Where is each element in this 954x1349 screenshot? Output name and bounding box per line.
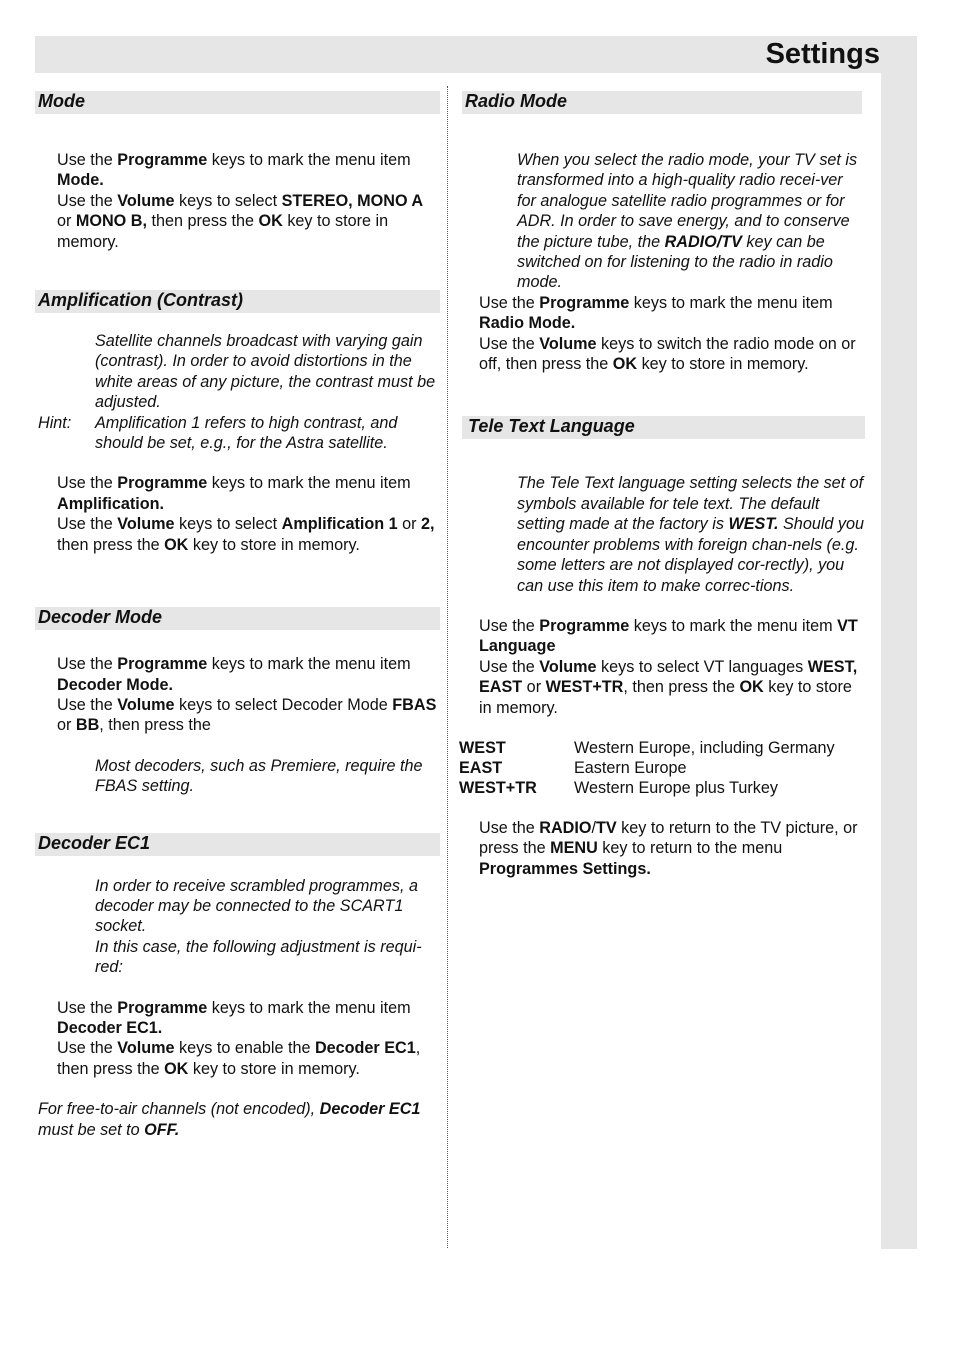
section-heading-mode: Mode <box>35 91 440 114</box>
amplification-instruction-store: Use the Volume keys to select Amplification 1 or 2, then press the OK key to store in memory. <box>57 515 435 554</box>
decoder-ec1-instruction-store: Use the Volume keys to enable the Decoder EC1, then press the OK key to store in memory. <box>57 1039 421 1078</box>
radio-mode-info: When you select the radio mode, your TV set is transformed into a high-quality radio recei-ver for analogue satellite radio programmes or for ADR. In order to save energy, and to conserve the picture tube, the RADIO/TV key can be switched on for listening to the radio in radio mode. <box>517 151 858 292</box>
decoder-mode-note: Most decoders, such as Premiere, require the FBAS setting. <box>95 756 423 796</box>
tele-text-instruction-select: Use the Programme keys to mark the menu item VT Language <box>479 616 858 656</box>
table-row: WEST+TR Western Europe plus Turkey <box>459 778 778 797</box>
radio-mode-instruction-select: Use the Programme keys to mark the menu item Radio Mode. <box>479 293 833 333</box>
vt-language-table <box>459 738 835 798</box>
table-row: EAST Eastern Europe <box>459 758 687 777</box>
left-column <box>35 91 440 1140</box>
decoder-ec1-instruction-select: Use the Programme keys to mark the menu item Decoder EC1. <box>57 998 411 1037</box>
tele-text-instruction-store: Use the Volume keys to select VT languages WEST, EAST or WEST+TR, then press the OK key to store in memory. <box>479 657 858 717</box>
right-column <box>459 91 864 879</box>
amplification-hint: Hint: Amplification 1 refers to high contrast, and should be set, e.g., for the Astra satellite. <box>38 413 398 453</box>
section-heading-amplification: Amplification (Contrast) <box>35 290 440 313</box>
decoder-ec1-footer-note: For free-to-air channels (not encoded), Decoder EC1 must be set to OFF. <box>38 1100 421 1139</box>
section-heading-tele-text-language: Tele Text Language <box>462 416 865 439</box>
decoder-mode-instruction-select: Use the Programme keys to mark the menu item Decoder Mode. <box>57 655 411 694</box>
decoder-ec1-info-adjustment: In this case, the following adjustment is requi-red: <box>95 937 422 977</box>
tele-text-return-instruction: Use the RADIO/TV key to return to the TV picture, or press the MENU key to return to the menu Programmes Settings. <box>479 818 858 878</box>
amplification-instruction-select: Use the Programme keys to mark the menu item Amplification. <box>57 474 411 513</box>
page-title: Settings <box>765 38 880 70</box>
amplification-info: Satellite channels broadcast with varying gain (contrast). In order to avoid distortions in the white areas of any picture, the contrast must be adjusted. <box>95 332 436 412</box>
section-heading-decoder-mode: Decoder Mode <box>35 607 440 630</box>
column-divider <box>447 86 448 1248</box>
side-margin-bar <box>881 73 917 1249</box>
decoder-ec1-info: In order to receive scrambled programmes, a decoder may be connected to the SCART1 socket. <box>95 876 418 936</box>
table-row: WEST Western Europe, including Germany <box>459 738 835 757</box>
mode-instruction-store: Use the Volume keys to select STEREO, MONO A or MONO B, then press the OK key to store in memory. <box>57 191 424 251</box>
decoder-mode-instruction-store: Use the Volume keys to select Decoder Mode FBAS or BB, then press the <box>57 695 437 735</box>
section-heading-decoder-ec1: Decoder EC1 <box>35 833 440 856</box>
mode-instruction-select: Use the Programme keys to mark the menu item Mode. <box>57 151 411 190</box>
section-heading-radio-mode: Radio Mode <box>462 91 862 114</box>
radio-mode-instruction-store: Use the Volume keys to switch the radio mode on or off, then press the OK key to store in memory. <box>479 334 856 374</box>
tele-text-info: The Tele Text language setting selects the set of symbols available for tele text. The default setting made at the factory is WEST. Should you encounter problems with foreign chan-nels (e.g. some letters are not displayed cor-rectly), you can use this item to make correc-tions. <box>517 474 865 595</box>
